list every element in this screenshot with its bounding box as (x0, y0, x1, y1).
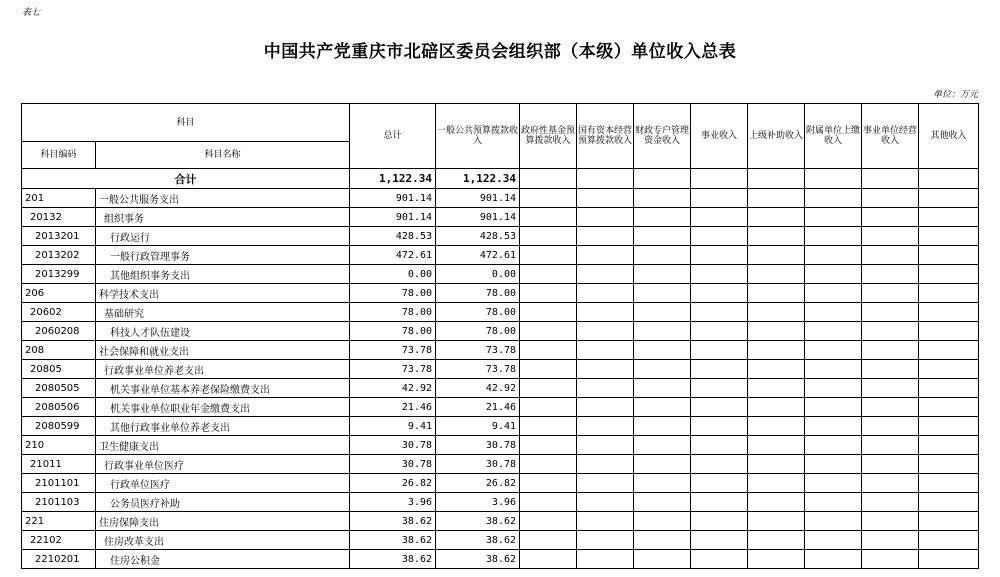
subject-code-cell: 20805 (22, 360, 96, 379)
empty-cell (919, 379, 979, 398)
empty-cell (634, 303, 691, 322)
subject-code-cell: 2060208 (22, 322, 96, 341)
total-header: 总计 (350, 104, 436, 169)
empty-cell (805, 189, 862, 208)
empty-cell (691, 474, 748, 493)
table-row (22, 360, 979, 379)
empty-cell (520, 550, 577, 569)
total-cell: 901.14 (350, 208, 436, 227)
empty-cell (691, 189, 748, 208)
subject-name-cell: 其他行政事业单位养老支出 (96, 417, 350, 436)
empty-cell (520, 341, 577, 360)
empty-cell (577, 550, 634, 569)
empty-cell (805, 436, 862, 455)
empty-cell (919, 493, 979, 512)
table-row (22, 189, 979, 208)
empty-cell (520, 474, 577, 493)
total-cell: 78.00 (350, 303, 436, 322)
empty-cell (691, 493, 748, 512)
subject-name-cell: 公务员医疗补助 (96, 493, 350, 512)
empty-cell (862, 322, 919, 341)
total-cell: 30.78 (350, 455, 436, 474)
empty-cell (748, 417, 805, 436)
empty-cell (577, 531, 634, 550)
table-row (22, 493, 979, 512)
empty-cell (862, 398, 919, 417)
subject-name-cell: 机关事业单位基本养老保险缴费支出 (96, 379, 350, 398)
empty-cell (919, 169, 979, 189)
empty-cell (862, 512, 919, 531)
empty-cell (634, 227, 691, 246)
unit-label: 单位：万元 (932, 90, 978, 100)
table-row (22, 322, 979, 341)
subject-name-cell: 科技人才队伍建设 (96, 322, 350, 341)
total-cell: 42.92 (350, 379, 436, 398)
empty-cell (634, 512, 691, 531)
empty-cell (805, 379, 862, 398)
empty-cell (862, 284, 919, 303)
empty-cell (691, 360, 748, 379)
empty-cell (862, 493, 919, 512)
table-row (22, 379, 979, 398)
empty-cell (862, 169, 919, 189)
general-budget-cell: 3.96 (436, 493, 520, 512)
empty-cell (691, 322, 748, 341)
empty-cell (577, 208, 634, 227)
empty-cell (520, 303, 577, 322)
empty-cell (748, 550, 805, 569)
empty-cell (634, 265, 691, 284)
header-row-1 (22, 104, 979, 142)
empty-cell (862, 531, 919, 550)
subject-name-cell: 行政运行 (96, 227, 350, 246)
subject-code-cell: 208 (22, 341, 96, 360)
subject-name-cell: 住房改革支出 (96, 531, 350, 550)
empty-cell (691, 169, 748, 189)
subject-name-cell: 行政单位医疗 (96, 474, 350, 493)
empty-cell (520, 265, 577, 284)
subject-name-cell: 行政事业单位医疗 (96, 455, 350, 474)
empty-cell (862, 246, 919, 265)
empty-cell (919, 512, 979, 531)
general-budget-cell: 30.78 (436, 436, 520, 455)
empty-cell (577, 303, 634, 322)
empty-cell (748, 493, 805, 512)
subject-name-cell: 住房公积金 (96, 550, 350, 569)
business-operation-header: 事业单位经营收入 (862, 104, 919, 169)
empty-cell (919, 246, 979, 265)
empty-cell (691, 284, 748, 303)
general-budget-cell: 1,122.34 (436, 169, 520, 189)
subject-code-cell: 2013299 (22, 265, 96, 284)
table-row (22, 265, 979, 284)
subject-code-cell: 2101101 (22, 474, 96, 493)
empty-cell (805, 227, 862, 246)
subject-code-cell: 2080506 (22, 398, 96, 417)
total-cell: 0.00 (350, 265, 436, 284)
empty-cell (691, 455, 748, 474)
general-budget-cell: 26.82 (436, 474, 520, 493)
total-cell: 3.96 (350, 493, 436, 512)
empty-cell (520, 493, 577, 512)
total-cell: 472.61 (350, 246, 436, 265)
total-cell: 38.62 (350, 550, 436, 569)
total-cell: 21.46 (350, 398, 436, 417)
general-budget-cell: 38.62 (436, 531, 520, 550)
subject-code-cell: 21011 (22, 455, 96, 474)
empty-cell (691, 208, 748, 227)
subject-name-cell: 科学技术支出 (96, 284, 350, 303)
subject-code-cell: 20602 (22, 303, 96, 322)
total-cell: 73.78 (350, 360, 436, 379)
total-cell: 73.78 (350, 341, 436, 360)
empty-cell (862, 227, 919, 246)
empty-cell (634, 322, 691, 341)
empty-cell (862, 379, 919, 398)
empty-cell (748, 436, 805, 455)
general-budget-cell: 78.00 (436, 303, 520, 322)
empty-cell (748, 246, 805, 265)
empty-cell (862, 417, 919, 436)
affiliated-income-header: 附属单位上缴收入 (805, 104, 862, 169)
empty-cell (691, 531, 748, 550)
empty-cell (634, 379, 691, 398)
empty-cell (805, 322, 862, 341)
empty-cell (862, 303, 919, 322)
general-budget-cell: 38.62 (436, 512, 520, 531)
subject-name-cell: 一般公共服务支出 (96, 189, 350, 208)
total-cell: 38.62 (350, 512, 436, 531)
empty-cell (634, 436, 691, 455)
empty-cell (520, 436, 577, 455)
empty-cell (805, 169, 862, 189)
empty-cell (577, 417, 634, 436)
empty-cell (862, 189, 919, 208)
empty-cell (805, 360, 862, 379)
table-row (22, 550, 979, 569)
subject-code-cell: 210 (22, 436, 96, 455)
empty-cell (862, 474, 919, 493)
empty-cell (634, 246, 691, 265)
empty-cell (577, 246, 634, 265)
subject-code-cell: 20132 (22, 208, 96, 227)
general-budget-cell: 472.61 (436, 246, 520, 265)
empty-cell (919, 189, 979, 208)
empty-cell (805, 284, 862, 303)
empty-cell (520, 512, 577, 531)
empty-cell (748, 227, 805, 246)
empty-cell (748, 303, 805, 322)
empty-cell (748, 512, 805, 531)
empty-cell (634, 417, 691, 436)
table-row (22, 303, 979, 322)
empty-cell (520, 531, 577, 550)
subject-name-cell: 社会保障和就业支出 (96, 341, 350, 360)
general-budget-cell: 78.00 (436, 284, 520, 303)
empty-cell (748, 455, 805, 474)
subject-name-cell: 行政事业单位养老支出 (96, 360, 350, 379)
empty-cell (919, 341, 979, 360)
empty-cell (919, 436, 979, 455)
empty-cell (748, 322, 805, 341)
subject-name-cell: 组织事务 (96, 208, 350, 227)
subject-name-cell: 卫生健康支出 (96, 436, 350, 455)
subject-name-cell: 其他组织事务支出 (96, 265, 350, 284)
total-cell: 78.00 (350, 322, 436, 341)
subject-name-cell: 基础研究 (96, 303, 350, 322)
empty-cell (748, 341, 805, 360)
empty-cell (634, 550, 691, 569)
table-body (22, 169, 979, 569)
table-row (22, 284, 979, 303)
total-cell: 428.53 (350, 227, 436, 246)
empty-cell (862, 455, 919, 474)
empty-cell (691, 379, 748, 398)
general-budget-cell: 901.14 (436, 208, 520, 227)
total-row (22, 169, 979, 189)
empty-cell (577, 436, 634, 455)
general-budget-cell: 73.78 (436, 341, 520, 360)
empty-cell (577, 493, 634, 512)
empty-cell (805, 512, 862, 531)
general-budget-cell: 428.53 (436, 227, 520, 246)
general-budget-cell: 9.41 (436, 417, 520, 436)
empty-cell (862, 436, 919, 455)
empty-cell (919, 398, 979, 417)
empty-cell (805, 246, 862, 265)
empty-cell (691, 512, 748, 531)
table-row (22, 341, 979, 360)
empty-cell (748, 360, 805, 379)
subject-code-cell: 201 (22, 189, 96, 208)
empty-cell (520, 360, 577, 379)
table-row (22, 398, 979, 417)
subject-code-cell: 2101103 (22, 493, 96, 512)
empty-cell (862, 341, 919, 360)
subject-name-cell: 一般行政管理事务 (96, 246, 350, 265)
general-budget-cell: 901.14 (436, 189, 520, 208)
table-row (22, 227, 979, 246)
subject-code-cell: 206 (22, 284, 96, 303)
general-budget-header: 一般公共预算拨款收入 (436, 104, 520, 169)
other-income-header: 其他收入 (919, 104, 979, 169)
table-row (22, 246, 979, 265)
empty-cell (577, 265, 634, 284)
empty-cell (919, 550, 979, 569)
empty-cell (691, 550, 748, 569)
fiscal-special-header: 财政专户管理资金收入 (634, 104, 691, 169)
empty-cell (691, 303, 748, 322)
empty-cell (520, 284, 577, 303)
empty-cell (691, 227, 748, 246)
empty-cell (748, 189, 805, 208)
table-row (22, 474, 979, 493)
empty-cell (577, 474, 634, 493)
general-budget-cell: 21.46 (436, 398, 520, 417)
empty-cell (748, 265, 805, 284)
empty-cell (577, 379, 634, 398)
general-budget-cell: 30.78 (436, 455, 520, 474)
empty-cell (691, 398, 748, 417)
empty-cell (805, 550, 862, 569)
empty-cell (919, 417, 979, 436)
empty-cell (520, 455, 577, 474)
empty-cell (691, 436, 748, 455)
empty-cell (577, 512, 634, 531)
empty-cell (634, 189, 691, 208)
general-budget-cell: 73.78 (436, 360, 520, 379)
empty-cell (748, 208, 805, 227)
empty-cell (520, 208, 577, 227)
empty-cell (805, 398, 862, 417)
empty-cell (919, 531, 979, 550)
code-header: 科目编码 (22, 142, 96, 169)
empty-cell (634, 493, 691, 512)
business-income-header: 事业收入 (691, 104, 748, 169)
general-budget-cell: 78.00 (436, 322, 520, 341)
state-capital-header: 国有资本经营预算拨款收入 (577, 104, 634, 169)
empty-cell (577, 322, 634, 341)
empty-cell (805, 303, 862, 322)
empty-cell (748, 169, 805, 189)
subject-name-cell: 住房保障支出 (96, 512, 350, 531)
empty-cell (691, 341, 748, 360)
empty-cell (691, 246, 748, 265)
report-title: 中国共产党重庆市北碚区委员会组织部（本级）单位收入总表 (263, 42, 737, 62)
table-row (22, 208, 979, 227)
subject-code-cell: 2080505 (22, 379, 96, 398)
general-budget-cell: 38.62 (436, 550, 520, 569)
empty-cell (748, 284, 805, 303)
subject-code-cell: 2013202 (22, 246, 96, 265)
empty-cell (805, 417, 862, 436)
total-cell: 30.78 (350, 436, 436, 455)
empty-cell (919, 474, 979, 493)
empty-cell (577, 341, 634, 360)
empty-cell (577, 189, 634, 208)
subject-code-cell: 2210201 (22, 550, 96, 569)
gov-fund-header: 政府性基金预算拨款收入 (520, 104, 577, 169)
empty-cell (634, 341, 691, 360)
empty-cell (805, 341, 862, 360)
empty-cell (805, 531, 862, 550)
empty-cell (577, 227, 634, 246)
empty-cell (520, 379, 577, 398)
empty-cell (520, 246, 577, 265)
table-row (22, 436, 979, 455)
empty-cell (634, 360, 691, 379)
empty-cell (805, 493, 862, 512)
total-label: 合计 (22, 169, 350, 189)
empty-cell (805, 208, 862, 227)
empty-cell (577, 398, 634, 417)
empty-cell (634, 398, 691, 417)
subject-name-cell: 机关事业单位职业年金缴费支出 (96, 398, 350, 417)
empty-cell (520, 227, 577, 246)
empty-cell (634, 531, 691, 550)
empty-cell (691, 265, 748, 284)
empty-cell (748, 531, 805, 550)
empty-cell (919, 227, 979, 246)
subject-header: 科目 (22, 104, 350, 142)
table-row (22, 531, 979, 550)
empty-cell (634, 455, 691, 474)
subject-code-cell: 221 (22, 512, 96, 531)
total-cell: 38.62 (350, 531, 436, 550)
total-cell: 26.82 (350, 474, 436, 493)
empty-cell (862, 550, 919, 569)
empty-cell (919, 284, 979, 303)
empty-cell (748, 474, 805, 493)
table-number: 表七 (22, 8, 41, 18)
empty-cell (634, 208, 691, 227)
empty-cell (577, 360, 634, 379)
name-header: 科目名称 (96, 142, 350, 169)
table-row (22, 417, 979, 436)
empty-cell (919, 265, 979, 284)
total-cell: 1,122.34 (350, 169, 436, 189)
empty-cell (862, 265, 919, 284)
subject-code-cell: 2080599 (22, 417, 96, 436)
empty-cell (805, 265, 862, 284)
empty-cell (634, 474, 691, 493)
empty-cell (634, 284, 691, 303)
empty-cell (919, 455, 979, 474)
total-cell: 78.00 (350, 284, 436, 303)
empty-cell (862, 360, 919, 379)
empty-cell (520, 189, 577, 208)
general-budget-cell: 0.00 (436, 265, 520, 284)
empty-cell (634, 169, 691, 189)
empty-cell (577, 169, 634, 189)
empty-cell (520, 417, 577, 436)
empty-cell (748, 398, 805, 417)
empty-cell (577, 284, 634, 303)
empty-cell (919, 322, 979, 341)
empty-cell (862, 208, 919, 227)
empty-cell (577, 455, 634, 474)
empty-cell (520, 398, 577, 417)
empty-cell (691, 417, 748, 436)
empty-cell (919, 208, 979, 227)
total-cell: 901.14 (350, 189, 436, 208)
general-budget-cell: 42.92 (436, 379, 520, 398)
table-row (22, 512, 979, 531)
table-row (22, 455, 979, 474)
total-cell: 9.41 (350, 417, 436, 436)
subject-code-cell: 2013201 (22, 227, 96, 246)
empty-cell (805, 474, 862, 493)
empty-cell (520, 322, 577, 341)
empty-cell (919, 360, 979, 379)
subject-code-cell: 22102 (22, 531, 96, 550)
superior-subsidy-header: 上级补助收入 (748, 104, 805, 169)
empty-cell (919, 303, 979, 322)
income-summary-table (21, 103, 979, 569)
empty-cell (748, 379, 805, 398)
empty-cell (520, 169, 577, 189)
empty-cell (805, 455, 862, 474)
